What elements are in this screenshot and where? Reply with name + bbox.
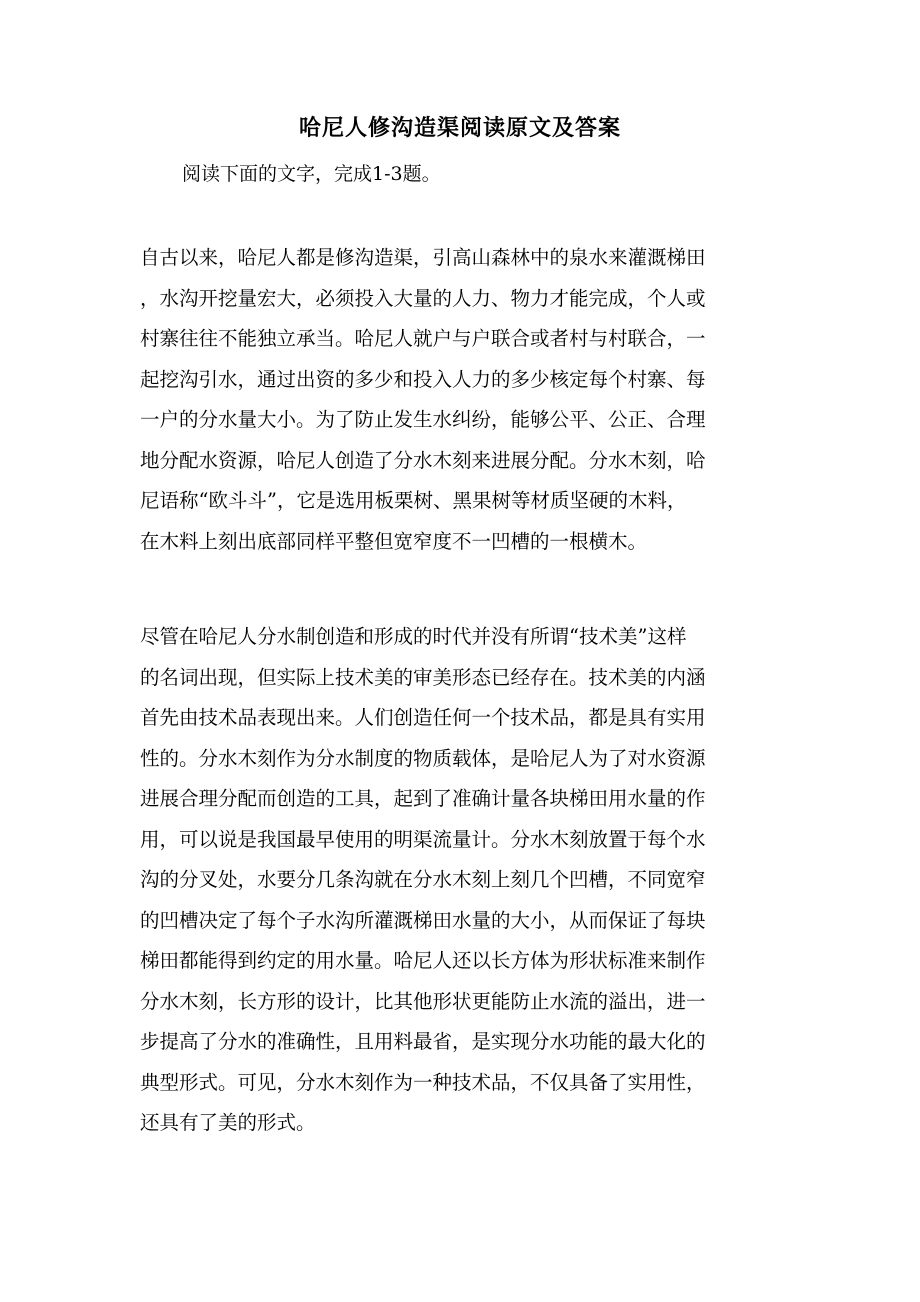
paragraph-line: 性的。分水木刻作为分水制度的物质载体，是哈尼人为了对水资源 [140, 746, 706, 770]
paragraph-line: 分水木刻，长方形的设计，比其他形状更能防止水流的溢出，进一 [140, 989, 706, 1013]
paragraph-line: 尽管在哈尼人分水制创造和形成的时代并没有所谓“技术美”这样 [140, 625, 687, 648]
document-title: 哈尼人修沟造渠阅读原文及答案 [298, 115, 621, 141]
paragraph-line: 典型形式。可见，分水木刻作为一种技术品，不仅具备了实用性， [140, 1070, 706, 1094]
paragraph-line: 进展合理分配而创造的工具，起到了准确计量各块梯田用水量的作 [140, 787, 706, 810]
paragraph-line: 自古以来，哈尼人都是修沟造渠，引高山森林中的泉水来灌溉梯田 [140, 246, 706, 269]
paragraph-2 [140, 617, 780, 1144]
paragraph-line: 尼语称“欧斗斗”，它是选用板栗树、黑果树等材质坚硬的木料， [140, 489, 687, 512]
paragraph-line: 一户的分水量大小。为了防止发生水纠纷，能够公平、公正、合理 [140, 408, 706, 431]
paragraph-line: 还具有了美的形式。 [140, 1111, 316, 1134]
paragraph-line: 地分配水资源，哈尼人创造了分水木刻来进展分配。分水木刻，哈 [140, 448, 706, 472]
paragraph-line: 沟的分叉处，水要分几条沟就在分水木刻上刻几个凹槽，不同宽窄 [140, 868, 706, 891]
paragraph-line: 村寨往往不能独立承当。哈尼人就户与户联合或者村与村联合，一 [140, 327, 706, 350]
paragraph-1 [140, 238, 780, 562]
paragraph-line: 步提高了分水的准确性，且用料最省，是实现分水功能的最大化的 [140, 1030, 706, 1053]
paragraph-line: 梯田都能得到约定的用水量。哈尼人还以长方体为形状标准来制作 [140, 949, 706, 972]
paragraph-line: 用，可以说是我国最早使用的明渠流量计。分水木刻放置于每个水 [140, 827, 706, 851]
reading-instruction: 阅读下面的文字，完成1-3题。 [182, 163, 441, 185]
paragraph-line: 起挖沟引水，通过出资的多少和投入人力的多少核定每个村寨、每 [140, 367, 706, 391]
paragraph-line: 首先由技术品表现出来。人们创造任何一个技术品，都是具有实用 [140, 706, 706, 729]
paragraph-line: 的凹槽决定了每个子水沟所灌溉梯田水量的大小，从而保证了每块 [140, 908, 706, 932]
paragraph-line: ，水沟开挖量宏大，必须投入大量的人力、物力才能完成，个人或 [140, 286, 706, 310]
paragraph-line: 的名词出现，但实际上技术美的审美形态已经存在。技术美的内涵 [140, 665, 706, 689]
paragraph-line: 在木料上刻出底部同样平整但宽窄度不一凹槽的一根横木。 [140, 529, 648, 553]
